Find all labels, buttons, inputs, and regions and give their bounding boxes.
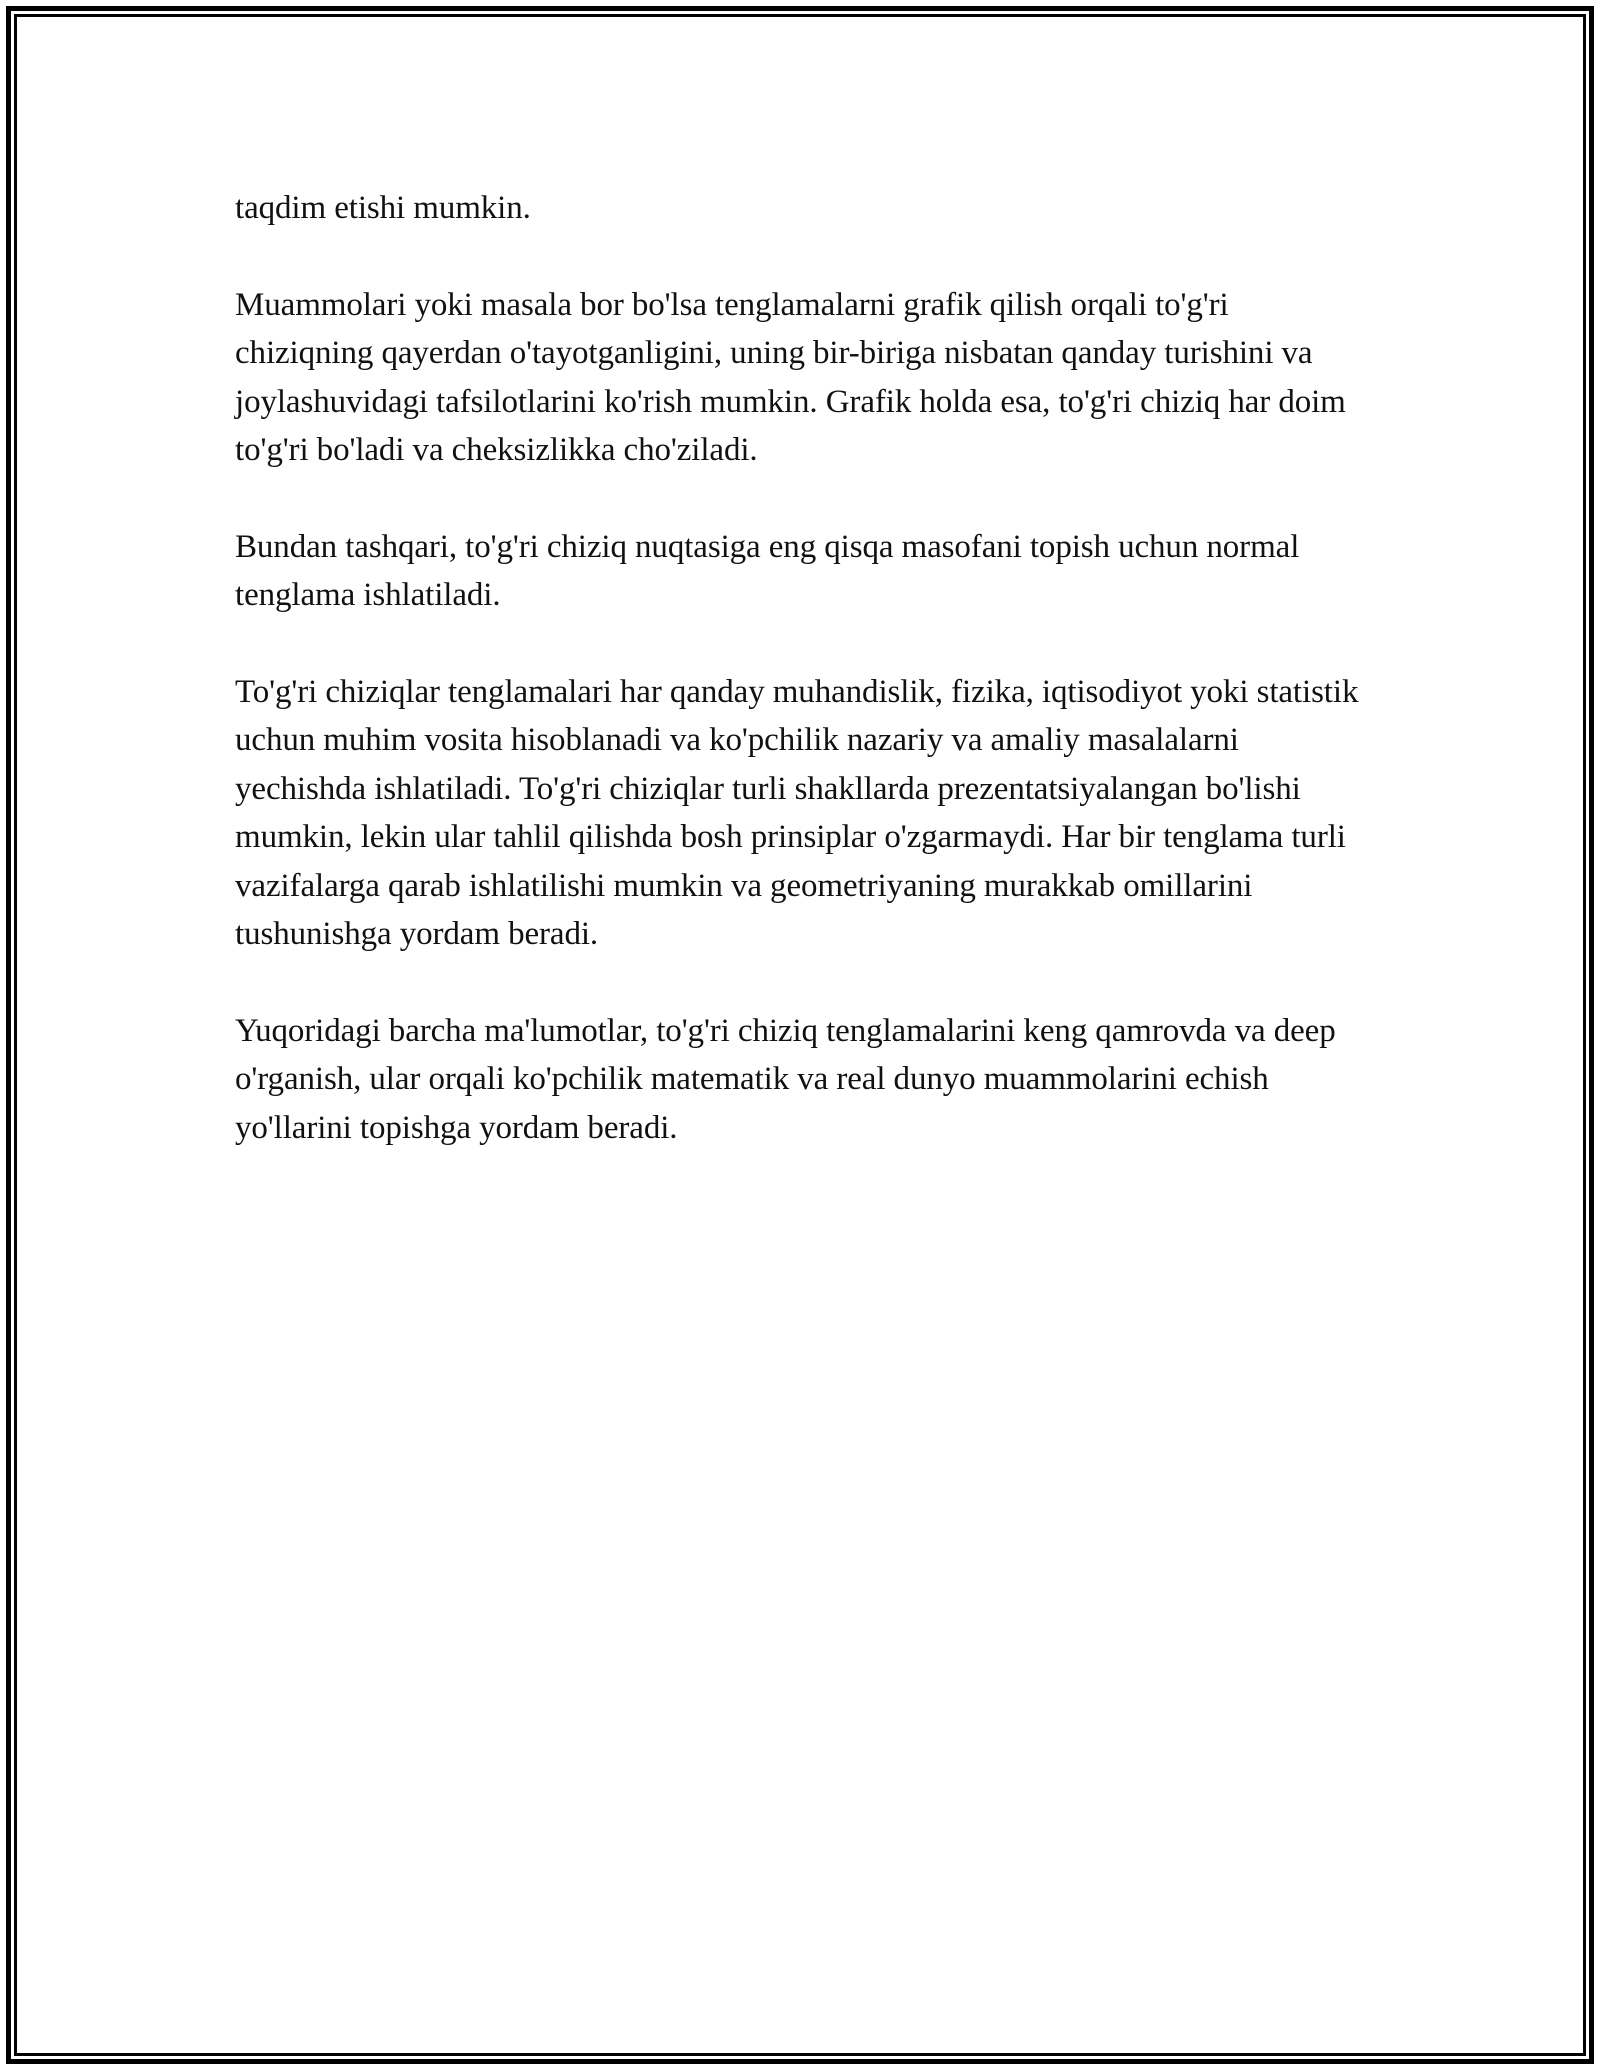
- document-body: [235, 184, 1375, 1200]
- paragraph: Bundan tashqari, to'g'ri chiziq nuqtasiga eng qisqa masofani topish uchun normal tenglama ishlatiladi.: [235, 528, 1300, 613]
- paragraph: Yuqoridagi barcha ma'lumotlar, to'g'ri chiziq tenglamalarini keng qamrovda va deep o'rganish, ular orqali ko'pchilik matematik va real dunyo muammolarini echish yo'llarini topishga yordam beradi.: [235, 1012, 1336, 1146]
- paragraph: To'g'ri chiziqlar tenglamalari har qanday muhandislik, fizika, iqtisodiyot yoki statistik uchun muhim vosita hisoblanadi va ko'pchilik nazariy va amaliy masalalarni yechishda ishlatiladi. To'g'ri chiziqlar turli shakllarda prezentatsiyalangan bo'lishi mumkin, lekin ular tahlil qilishda bosh prinsiplar o'zgarmaydi. Har bir tenglama turli vazifalarga qarab ishlatilishi mumkin va geometriyaning murakkab omillarini tushunishga yordam beradi.: [235, 673, 1359, 952]
- paragraph: taqdim etishi mumkin.: [235, 190, 531, 226]
- paragraph: Muammolari yoki masala bor bo'lsa tenglamalarni grafik qilish orqali to'g'ri chiziqning qayerdan o'tayotganligini, uning bir-biriga nisbatan qanday turishini va joylashuvidagi tafsilotlarini ko'rish mumkin. Grafik holda esa, to'g'ri chiziq har doim to'g'ri bo'ladi va cheksizlikka cho'ziladi.: [235, 286, 1346, 468]
